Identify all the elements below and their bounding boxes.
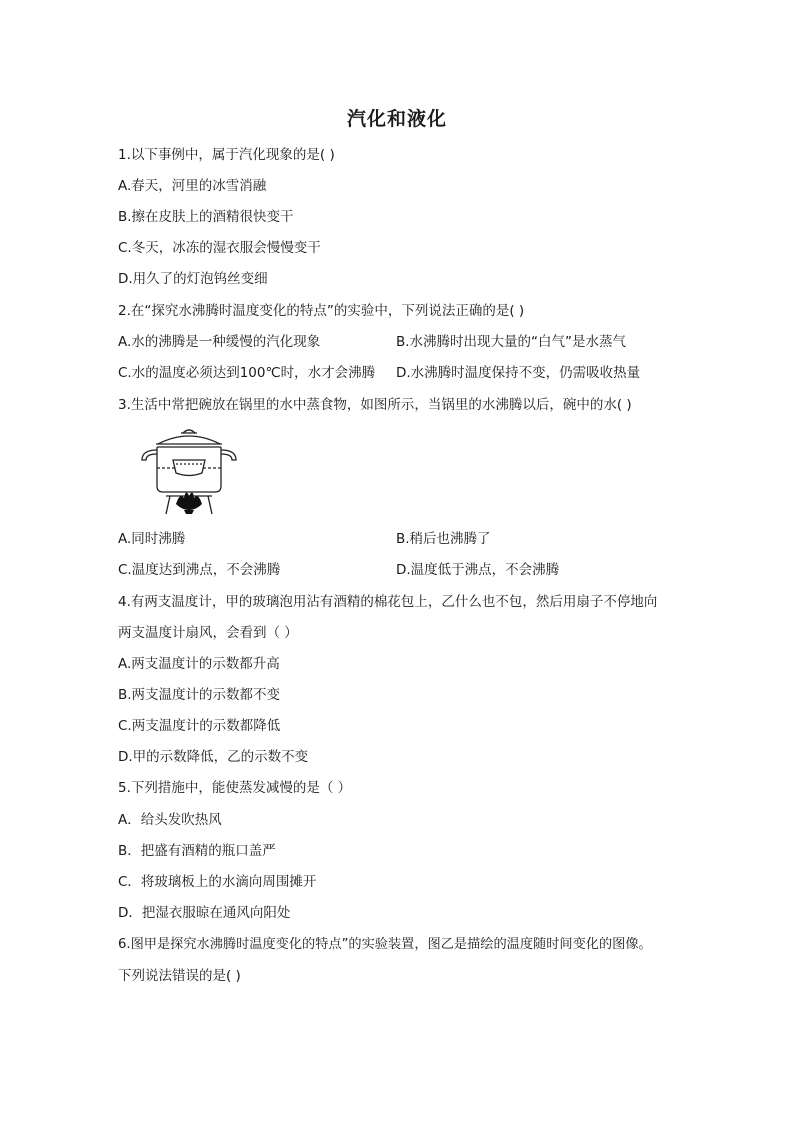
question-1-option-a: A.春天，河里的冰雪消融	[118, 178, 267, 194]
question-5-option-d: D．把湿衣服晾在通风向阳处	[118, 905, 291, 921]
question-3-option-d: D.温度低于沸点，不会沸腾	[396, 562, 560, 578]
question-3-option-c: C.温度达到沸点，不会沸腾	[118, 562, 281, 578]
page-title: 汽化和液化	[346, 108, 447, 130]
question-1-stem: 1.以下事例中，属于汽化现象的是( )	[118, 147, 335, 163]
question-2-option-c: C.水的温度必须达到100℃时，水才会沸腾	[118, 365, 376, 381]
question-6-stem-line-1: 6.图甲是探究水沸腾时温度变化的特点”的实验装置，图乙是描绘的温度随时间变化的图像。	[118, 937, 652, 952]
steaming-pot-icon	[136, 426, 242, 518]
question-5-option-b: B．把盛有酒精的瓶口盖严	[118, 843, 276, 859]
question-1-option-d: D.用久了的灯泡钨丝变细	[118, 271, 268, 287]
question-4-option-c: C.两支温度计的示数都降低	[118, 718, 281, 734]
question-5-option-a: A．给头发吹热风	[118, 812, 222, 828]
question-2-option-d: D.水沸腾时温度保持不变，仍需吸收热量	[396, 365, 641, 381]
question-5-stem: 5.下列措施中，能使蒸发减慢的是（ ）	[118, 780, 352, 796]
question-5-option-c: C．将玻璃板上的水滴向周围摊开	[118, 874, 317, 890]
question-1-option-c: C.冬天，冰冻的湿衣服会慢慢变干	[118, 240, 321, 256]
question-2-option-b: B.水沸腾时出现大量的“白气”是水蒸气	[396, 334, 627, 350]
question-6-stem-line-2: 下列说法错误的是( )	[118, 968, 241, 984]
question-3-stem: 3.生活中常把碗放在锅里的水中蒸食物，如图所示，当锅里的水沸腾以后，碗中的水( )	[118, 397, 632, 413]
question-1-option-b: B.擦在皮肤上的酒精很快变干	[118, 209, 294, 225]
question-4-stem-line-1: 4.有两支温度计，甲的玻璃泡用沾有酒精的棉花包上，乙什么也不包，然后用扇子不停地向	[118, 594, 658, 610]
question-2-option-a: A.水的沸腾是一种缓慢的汽化现象	[118, 334, 321, 350]
question-4-option-d: D.甲的示数降低，乙的示数不变	[118, 749, 309, 765]
question-2-stem: 2.在“探究水沸腾时温度变化的特点”的实验中，下列说法正确的是( )	[118, 303, 525, 319]
question-4-stem-line-2: 两支温度计扇风，会看到（ ）	[118, 625, 298, 641]
question-3-option-b: B.稍后也沸腾了	[396, 531, 491, 547]
question-4-option-b: B.两支温度计的示数都不变	[118, 687, 281, 703]
question-3-option-a: A.同时沸腾	[118, 531, 186, 547]
question-4-option-a: A.两支温度计的示数都升高	[118, 656, 280, 672]
